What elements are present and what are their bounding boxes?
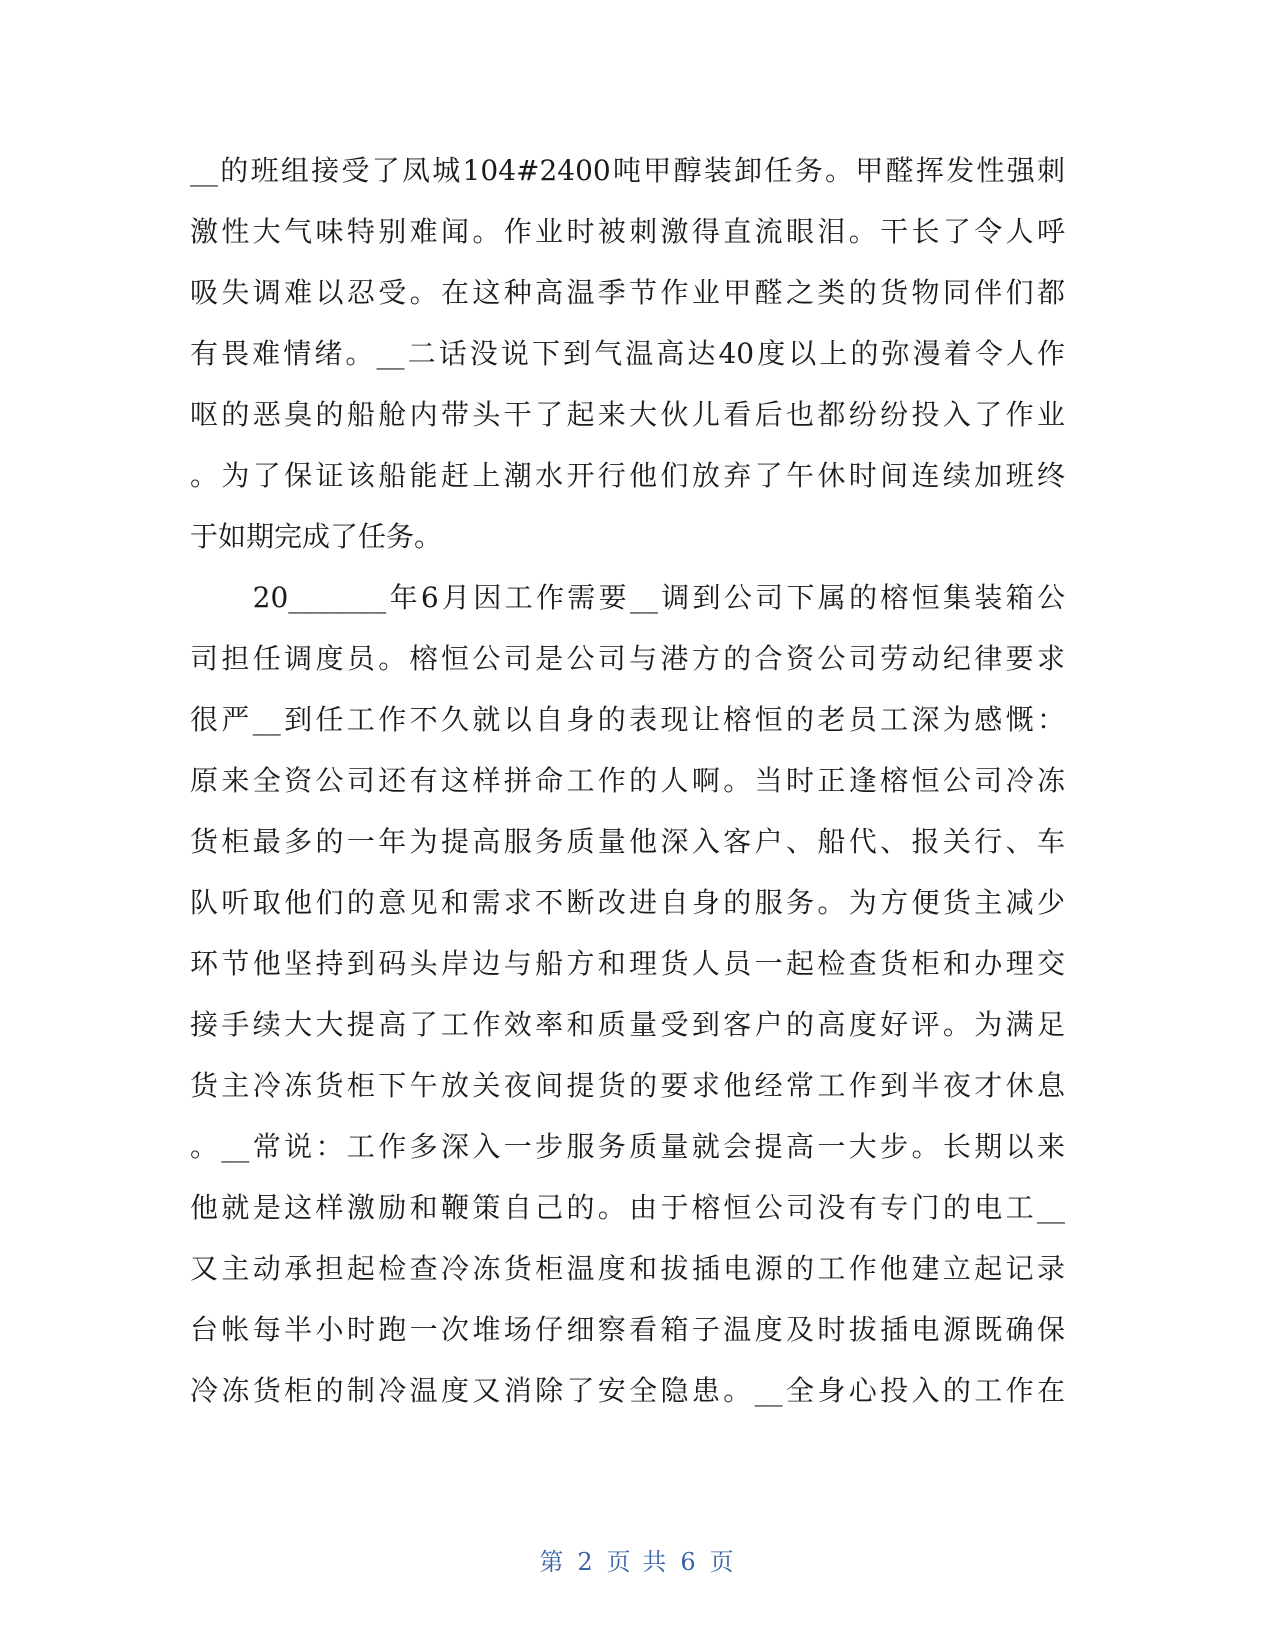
- text-line: 环节他坚持到码头岸边与船方和理货人员一起检查货柜和办理交: [190, 947, 1065, 980]
- text-line: 。为了保证该船能赶上潮水开行他们放弃了午休时间连续加班终: [190, 459, 1065, 492]
- text-line: 于如期完成了任务。: [190, 520, 443, 553]
- page-number-footer: [0, 1542, 1275, 1577]
- text-line: 司担任调度员。榕恒公司是公司与港方的合资公司劳动纪律要求: [190, 642, 1065, 675]
- total-pages-number: 6: [680, 1548, 698, 1576]
- page-label-suffix: 页: [709, 1548, 736, 1576]
- text-line: 台帐每半小时跑一次堆场仔细察看箱子温度及时拔插电源既确保: [190, 1313, 1065, 1346]
- document-body: [190, 140, 1065, 1421]
- text-line: 。__常说：工作多深入一步服务质量就会提高一大步。长期以来: [190, 1130, 1065, 1163]
- page-label-prefix: 第: [539, 1548, 566, 1576]
- text-line: 货主冷冻货柜下午放关夜间提货的要求他经常工作到半夜才休息: [190, 1069, 1065, 1102]
- paragraph-2: [190, 567, 1065, 1421]
- text-line: 呕的恶臭的船舱内带头干了起来大伙儿看后也都纷纷投入了作业: [190, 398, 1065, 431]
- text-line: 冷冻货柜的制冷温度又消除了安全隐患。__全身心投入的工作在: [190, 1374, 1065, 1407]
- text-line: 有畏难情绪。__二话没说下到气温高达40度以上的弥漫着令人作: [190, 337, 1065, 370]
- page-label-mid: 页 共: [606, 1548, 669, 1576]
- current-page-number: 2: [577, 1548, 595, 1576]
- text-line: 吸失调难以忍受。在这种高温季节作业甲醛之类的货物同伴们都: [190, 276, 1065, 309]
- text-line: 接手续大大提高了工作效率和质量受到客户的高度好评。为满足: [190, 1008, 1065, 1041]
- text-line: 激性大气味特别难闻。作业时被刺激得直流眼泪。干长了令人呼: [190, 215, 1065, 248]
- text-line: 又主动承担起检查冷冻货柜温度和拔插电源的工作他建立起记录: [190, 1252, 1065, 1285]
- text-line: 队听取他们的意见和需求不断改进自身的服务。为方便货主减少: [190, 886, 1065, 919]
- text-line: 原来全资公司还有这样拼命工作的人啊。当时正逢榕恒公司冷冻: [190, 764, 1065, 797]
- text-line: __的班组接受了凤城104#2400吨甲醇装卸任务。甲醛挥发性强刺: [190, 154, 1065, 187]
- text-line: 他就是这样激励和鞭策自己的。由于榕恒公司没有专门的电工__: [190, 1191, 1065, 1224]
- text-line: 很严__到任工作不久就以自身的表现让榕恒的老员工深为感慨：: [190, 703, 1065, 736]
- text-line: 20_______年6月因工作需要__调到公司下属的榕恒集装箱公: [190, 581, 1065, 614]
- paragraph-1: [190, 140, 1065, 567]
- text-line: 货柜最多的一年为提高服务质量他深入客户、船代、报关行、车: [190, 825, 1065, 858]
